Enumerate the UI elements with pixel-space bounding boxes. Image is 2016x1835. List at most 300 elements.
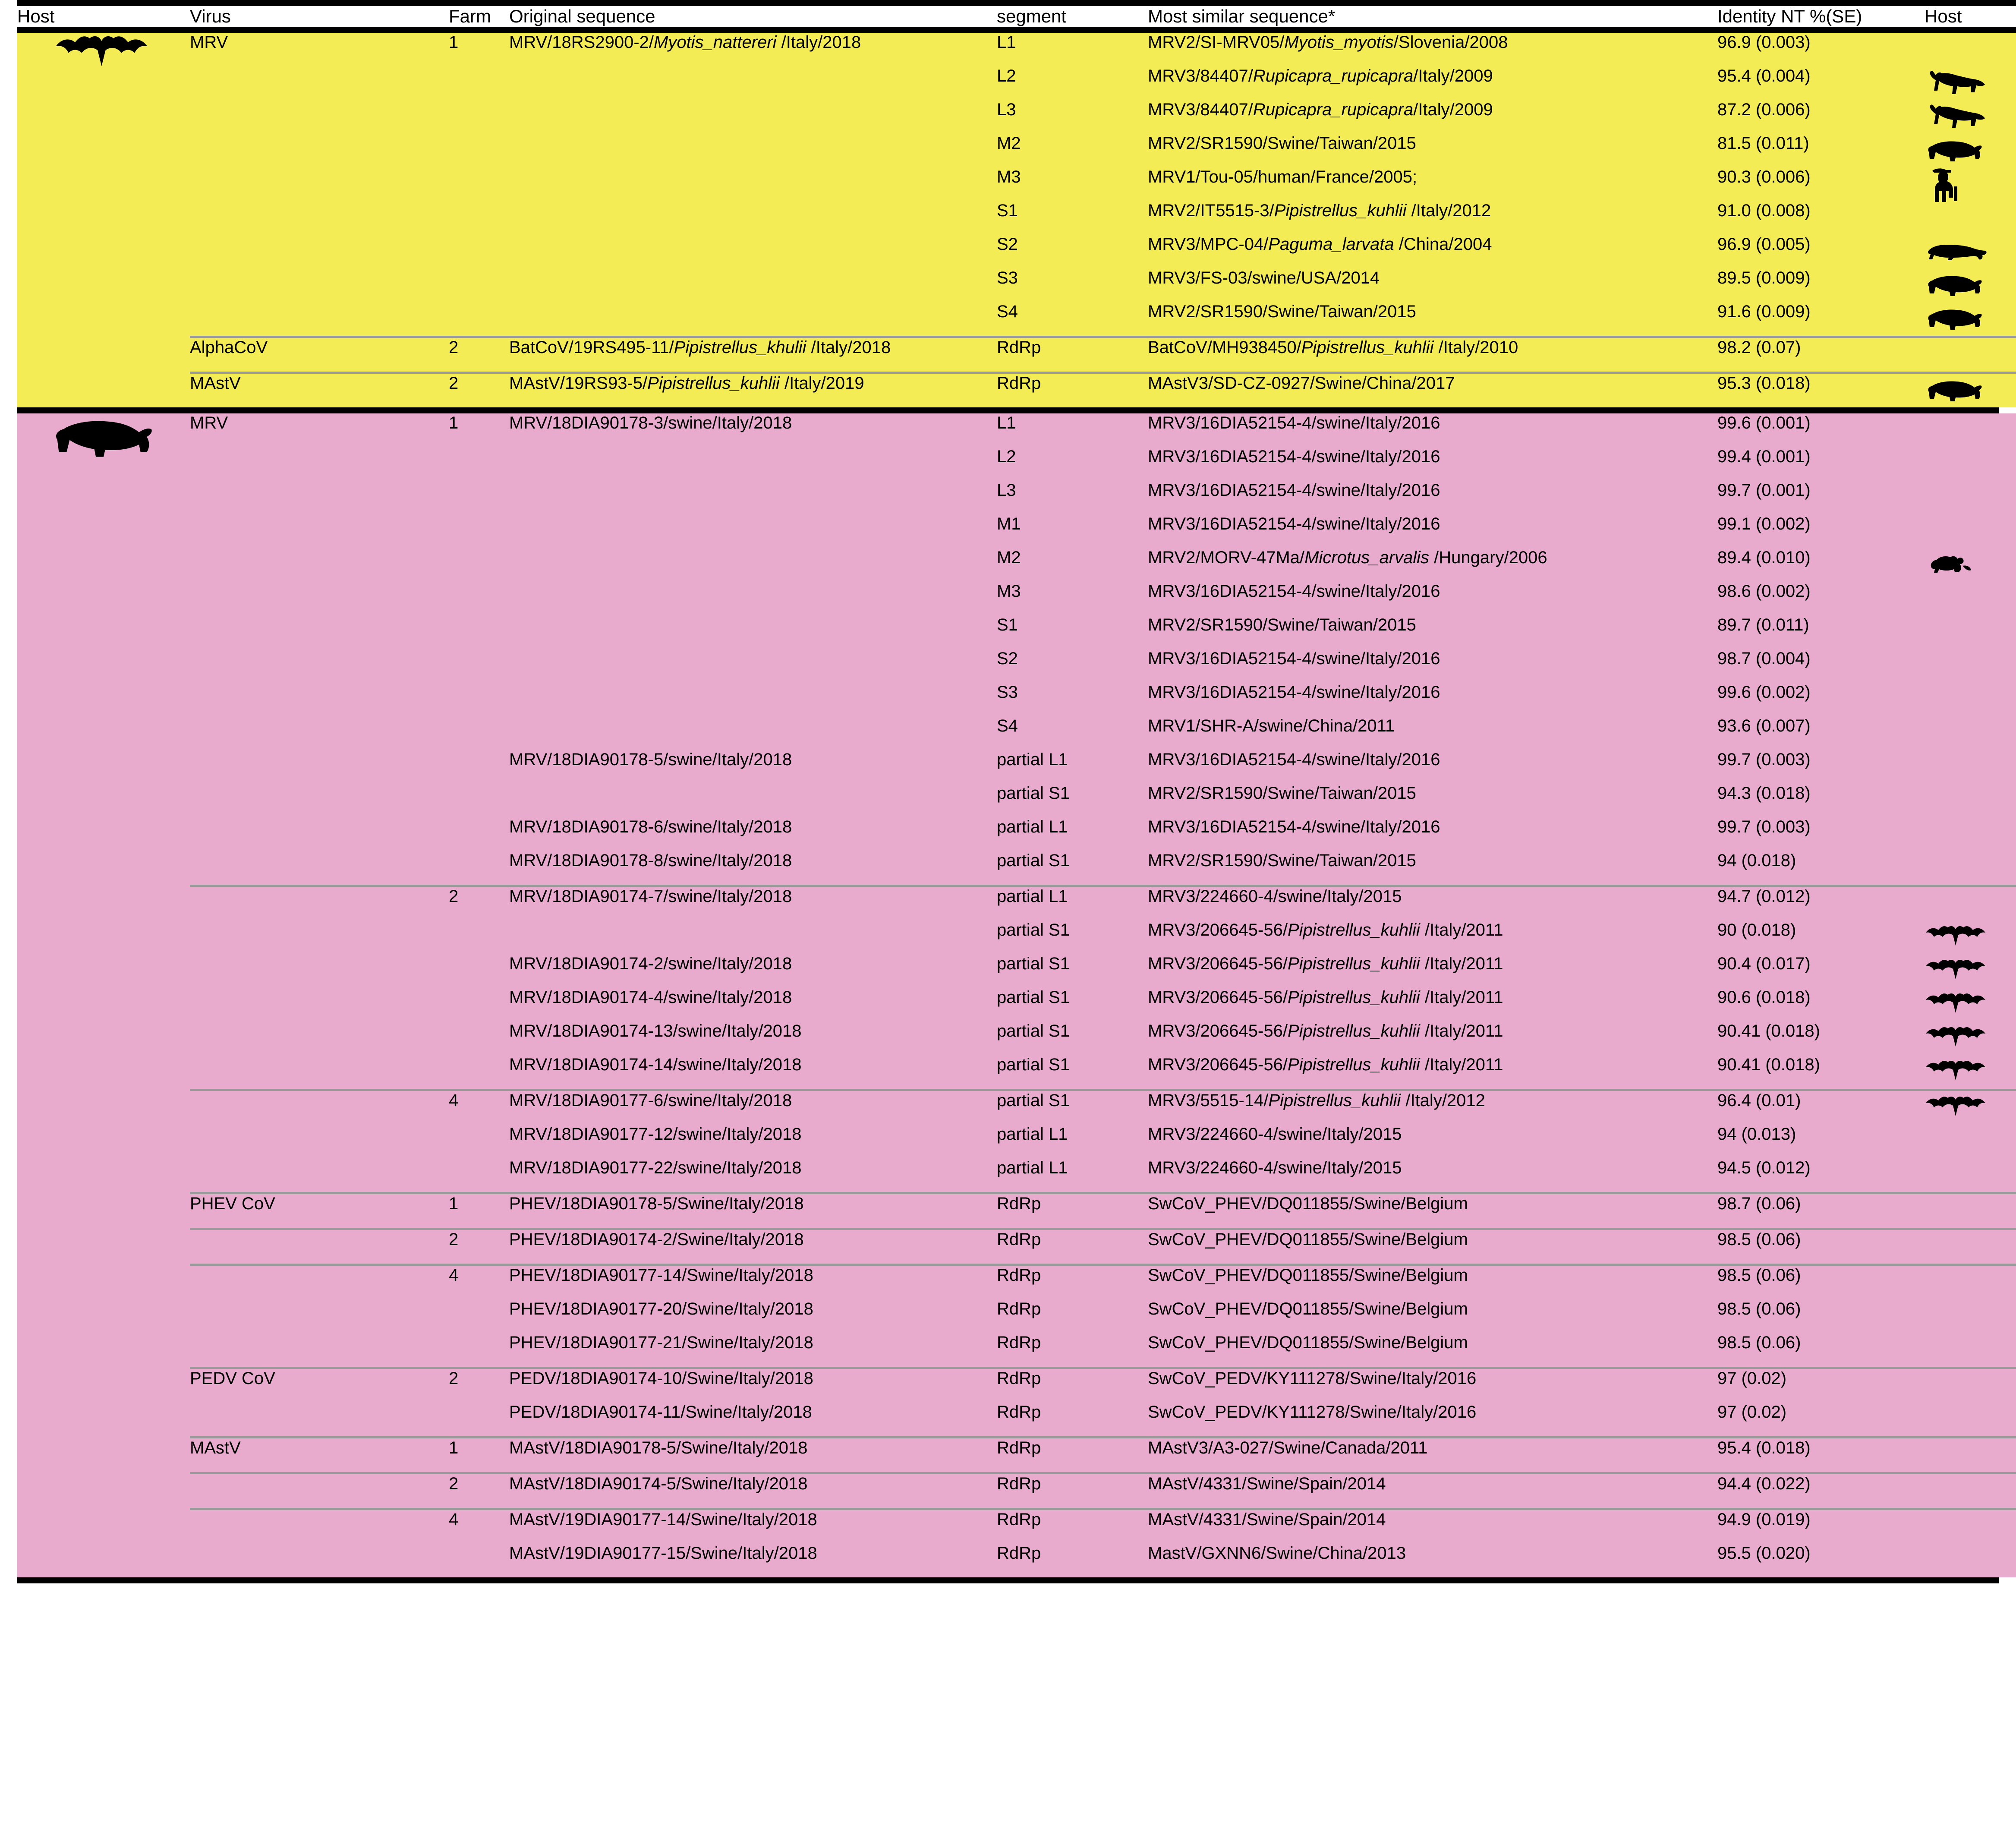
segment-cell	[997, 954, 1148, 988]
most-similar-sequence-cell	[1148, 1473, 1717, 1509]
table-row	[17, 1299, 2016, 1333]
host-icon-cell	[1925, 851, 2016, 886]
host-icon-cell	[1925, 582, 2016, 615]
segment-cell	[997, 1229, 1148, 1265]
original-sequence-label: BatCoV/19RS495-11/Pipistrellus_khulii /Italy/2018	[509, 338, 891, 357]
table-row	[17, 817, 2016, 851]
segment-cell	[997, 1265, 1148, 1300]
identity-cell	[1717, 988, 1925, 1022]
segment-label: M2	[997, 134, 1021, 153]
col-header-original-sequence: Original sequence	[509, 6, 997, 27]
pig-icon	[1925, 306, 1985, 332]
bat-icon	[1925, 1059, 1989, 1085]
col-header-host-right: Host	[1925, 6, 2016, 27]
most-similar-sequence-label: MAstV3/SD-CZ-0927/Swine/China/2017	[1148, 374, 1455, 393]
identity-value: 95.3 (0.018)	[1717, 374, 1811, 393]
original-sequence-cell	[509, 1125, 997, 1158]
virus-cell	[190, 1509, 449, 1544]
original-sequence-cell	[509, 886, 997, 955]
segment-label: RdRp	[997, 1299, 1041, 1318]
identity-cell	[1717, 582, 1925, 615]
identity-value: 99.6 (0.001)	[1717, 413, 1811, 432]
segment-label: RdRp	[997, 1266, 1041, 1285]
bat-icon	[1925, 924, 1989, 951]
table-row	[17, 33, 2016, 66]
host-icon-cell	[1925, 548, 2016, 582]
segment-cell	[997, 548, 1148, 582]
host-icon-cell	[1925, 1193, 2016, 1229]
farm-cell	[449, 337, 509, 373]
virus-cell	[190, 954, 449, 988]
bat-icon	[1925, 958, 1989, 984]
table-row	[17, 1544, 2016, 1577]
original-sequence-label: MRV/18DIA90174-13/swine/Italy/2018	[509, 1022, 802, 1040]
virus-cell	[190, 1403, 449, 1438]
most-similar-sequence-cell	[1148, 1438, 1717, 1473]
identity-cell	[1717, 481, 1925, 514]
most-similar-sequence-label: MRV2/IT5515-3/Pipistrellus_kuhlii /Italy/2012	[1148, 201, 1491, 220]
pig-icon	[17, 413, 190, 462]
original-sequence-cell	[509, 1299, 997, 1333]
table-row	[17, 1158, 2016, 1193]
segment-cell	[997, 1509, 1148, 1544]
original-sequence-cell	[509, 337, 997, 373]
virus-cell	[190, 337, 449, 373]
farm-cell	[449, 1158, 509, 1193]
host-icon-cell	[1925, 1403, 2016, 1438]
segment-label: M3	[997, 167, 1021, 186]
most-similar-sequence-cell	[1148, 649, 1717, 683]
most-similar-sequence-cell	[1148, 1333, 1717, 1368]
farm-number: 2	[449, 1474, 459, 1493]
farm-cell	[449, 1055, 509, 1090]
most-similar-sequence-cell	[1148, 373, 1717, 408]
segment-cell	[997, 1438, 1148, 1473]
most-similar-sequence-cell	[1148, 548, 1717, 582]
farm-number: 2	[449, 887, 459, 906]
identity-value: 94.7 (0.012)	[1717, 887, 1811, 906]
original-sequence-label: MRV/18DIA90174-4/swine/Italy/2018	[509, 988, 792, 1007]
virus-cell	[190, 373, 449, 408]
identity-value: 90.3 (0.006)	[1717, 167, 1811, 186]
most-similar-sequence-label: MRV3/206645-56/Pipistrellus_kuhlii /Italy/2011	[1148, 1055, 1503, 1074]
most-similar-sequence-label: MRV3/206645-56/Pipistrellus_kuhlii /Italy/2011	[1148, 954, 1503, 973]
original-sequence-label: PHEV/18DIA90177-21/Swine/Italy/2018	[509, 1333, 813, 1352]
table-row	[17, 1368, 2016, 1403]
identity-cell	[1717, 716, 1925, 750]
host-icon-cell	[1925, 1090, 2016, 1125]
segment-cell	[997, 447, 1148, 481]
identity-value: 97 (0.02)	[1717, 1369, 1787, 1388]
most-similar-sequence-label: MRV3/224660-4/swine/Italy/2015	[1148, 1125, 1402, 1144]
virus-cell	[190, 1158, 449, 1193]
segment-label: partial S1	[997, 921, 1070, 940]
identity-cell	[1717, 167, 1925, 201]
virus-cell	[190, 413, 449, 750]
original-sequence-cell	[509, 373, 997, 408]
virus-cell	[190, 1229, 449, 1265]
original-sequence-cell	[509, 1229, 997, 1265]
identity-value: 99.7 (0.003)	[1717, 817, 1811, 836]
host-icon-cell	[1925, 134, 2016, 167]
segment-label: S1	[997, 201, 1018, 220]
most-similar-sequence-label: BatCoV/MH938450/Pipistrellus_kuhlii /Italy/2010	[1148, 338, 1518, 357]
host-icon-cell	[1925, 1368, 2016, 1403]
identity-value: 96.9 (0.003)	[1717, 33, 1811, 52]
identity-cell	[1717, 1158, 1925, 1193]
host-icon-cell	[1925, 413, 2016, 447]
identity-cell	[1717, 750, 1925, 784]
identity-value: 96.9 (0.005)	[1717, 235, 1811, 254]
identity-cell	[1717, 1055, 1925, 1090]
original-sequence-label: PHEV/18DIA90177-20/Swine/Italy/2018	[509, 1299, 813, 1318]
farm-number: 1	[449, 1194, 459, 1213]
most-similar-sequence-label: MRV3/224660-4/swine/Italy/2015	[1148, 1158, 1402, 1177]
farm-cell	[449, 954, 509, 988]
segment-label: L3	[997, 100, 1016, 119]
most-similar-sequence-cell	[1148, 921, 1717, 954]
most-similar-sequence-cell	[1148, 1158, 1717, 1193]
identity-cell	[1717, 921, 1925, 954]
host-icon-cell	[1925, 1333, 2016, 1368]
most-similar-sequence-label: MRV3/5515-14/Pipistrellus_kuhlii /Italy/2012	[1148, 1091, 1485, 1110]
virus-cell	[190, 817, 449, 851]
section-rule	[17, 407, 1999, 413]
identity-value: 89.7 (0.011)	[1717, 615, 1809, 634]
identity-value: 98.5 (0.06)	[1717, 1266, 1801, 1285]
segment-cell	[997, 413, 1148, 447]
identity-value: 94 (0.013)	[1717, 1125, 1796, 1144]
segment-cell	[997, 373, 1148, 408]
segment-label: partial L1	[997, 887, 1068, 906]
farm-number: 4	[449, 1510, 459, 1529]
farm-cell	[449, 413, 509, 750]
most-similar-sequence-label: MRV3/224660-4/swine/Italy/2015	[1148, 887, 1402, 906]
most-similar-sequence-label: MRV3/MPC-04/Paguma_larvata /China/2004	[1148, 235, 1492, 254]
farm-cell	[449, 1125, 509, 1158]
col-header-virus: Virus	[190, 6, 449, 27]
identity-value: 98.6 (0.002)	[1717, 582, 1811, 601]
original-sequence-label: MAstV/19DIA90177-14/Swine/Italy/2018	[509, 1510, 817, 1529]
virus-label: PEDV CoV	[190, 1369, 275, 1388]
most-similar-sequence-cell	[1148, 1403, 1717, 1438]
identity-value: 98.5 (0.06)	[1717, 1333, 1801, 1352]
pig-icon	[1925, 137, 1985, 164]
original-sequence-label: PHEV/18DIA90178-5/Swine/Italy/2018	[509, 1194, 804, 1213]
farm-cell	[449, 1090, 509, 1125]
identity-cell	[1717, 954, 1925, 988]
vole-icon	[1925, 553, 1972, 577]
farm-cell	[449, 1265, 509, 1300]
farm-cell	[449, 988, 509, 1022]
virus-label: MRV	[190, 413, 228, 432]
host-icon-cell	[1925, 683, 2016, 716]
farm-number: 1	[449, 413, 459, 432]
segment-cell	[997, 481, 1148, 514]
host-icon-cell	[1925, 750, 2016, 784]
col-header-host-left: Host	[17, 6, 190, 27]
most-similar-sequence-cell	[1148, 1368, 1717, 1403]
original-sequence-cell	[509, 1544, 997, 1577]
host-icon-cell	[1925, 1055, 2016, 1090]
virus-cell	[190, 1544, 449, 1577]
most-similar-sequence-label: MRV3/16DIA52154-4/swine/Italy/2016	[1148, 481, 1440, 500]
bat-icon	[1925, 991, 1989, 1018]
segment-label: partial S1	[997, 1091, 1070, 1110]
most-similar-sequence-label: MRV2/SR1590/Swine/Taiwan/2015	[1148, 851, 1416, 870]
host-icon-cell	[1925, 100, 2016, 134]
most-similar-sequence-cell	[1148, 1229, 1717, 1265]
original-sequence-cell	[509, 33, 997, 337]
host-icon-cell	[1925, 1438, 2016, 1473]
virus-label: MAstV	[190, 374, 241, 393]
segment-cell	[997, 886, 1148, 921]
most-similar-sequence-label: MRV3/16DIA52154-4/swine/Italy/2016	[1148, 447, 1440, 466]
identity-value: 94.9 (0.019)	[1717, 1510, 1811, 1529]
identity-value: 94.4 (0.022)	[1717, 1474, 1811, 1493]
segment-cell	[997, 302, 1148, 337]
original-sequence-label: MRV/18DIA90174-2/swine/Italy/2018	[509, 954, 792, 973]
identity-value: 95.5 (0.020)	[1717, 1544, 1811, 1563]
virus-cell	[190, 988, 449, 1022]
original-sequence-cell	[509, 1368, 997, 1403]
col-header-identity: Identity NT %(SE)	[1717, 6, 1925, 27]
host-icon-cell	[1925, 481, 2016, 514]
identity-cell	[1717, 817, 1925, 851]
identity-value: 87.2 (0.006)	[1717, 100, 1811, 119]
most-similar-sequence-label: MRV3/16DIA52154-4/swine/Italy/2016	[1148, 514, 1440, 533]
most-similar-sequence-label: MastV/GXNN6/Swine/China/2013	[1148, 1544, 1406, 1563]
identity-value: 89.5 (0.009)	[1717, 268, 1811, 287]
identity-value: 98.7 (0.06)	[1717, 1194, 1801, 1213]
original-sequence-label: MRV/18DIA90178-6/swine/Italy/2018	[509, 817, 792, 836]
segment-cell	[997, 235, 1148, 268]
most-similar-sequence-cell	[1148, 66, 1717, 100]
farm-cell	[449, 817, 509, 851]
segment-label: partial L1	[997, 817, 1068, 836]
identity-cell	[1717, 447, 1925, 481]
original-sequence-label: MRV/18DIA90174-14/swine/Italy/2018	[509, 1055, 802, 1074]
identity-cell	[1717, 134, 1925, 167]
most-similar-sequence-cell	[1148, 1090, 1717, 1125]
host-icon-cell	[1925, 921, 2016, 954]
farm-cell	[449, 750, 509, 817]
identity-value: 99.1 (0.002)	[1717, 514, 1811, 533]
bottom-rule	[17, 1577, 1999, 1583]
most-similar-sequence-label: SwCoV_PHEV/DQ011855/Swine/Belgium	[1148, 1266, 1468, 1285]
segment-label: RdRp	[997, 374, 1041, 393]
original-sequence-label: MRV/18DIA90178-5/swine/Italy/2018	[509, 750, 792, 769]
host-icon-cell	[1925, 784, 2016, 817]
most-similar-sequence-label: MAstV/4331/Swine/Spain/2014	[1148, 1474, 1386, 1493]
farm-cell	[449, 1403, 509, 1438]
table-row	[17, 750, 2016, 784]
most-similar-sequence-cell	[1148, 615, 1717, 649]
identity-value: 98.2 (0.07)	[1717, 338, 1801, 357]
most-similar-sequence-label: MRV3/16DIA52154-4/swine/Italy/2016	[1148, 683, 1440, 702]
identity-value: 94.5 (0.012)	[1717, 1158, 1811, 1177]
identity-cell	[1717, 1125, 1925, 1158]
virus-label: MRV	[190, 33, 228, 52]
segment-label: partial S1	[997, 988, 1070, 1007]
segment-cell	[997, 1090, 1148, 1125]
segment-cell	[997, 134, 1148, 167]
virus-cell	[190, 1438, 449, 1473]
segment-label: L3	[997, 481, 1016, 500]
segment-label: partial S1	[997, 851, 1070, 870]
table-row	[17, 1125, 2016, 1158]
host-icon-cell	[1925, 268, 2016, 302]
segment-label: partial S1	[997, 1022, 1070, 1040]
segment-label: RdRp	[997, 1403, 1041, 1422]
identity-value: 94 (0.018)	[1717, 851, 1796, 870]
segment-label: M3	[997, 582, 1021, 601]
most-similar-sequence-label: MRV3/84407/Rupicapra_rupicapra/Italy/2009	[1148, 66, 1493, 85]
identity-cell	[1717, 201, 1925, 235]
segment-label: S4	[997, 302, 1018, 321]
most-similar-sequence-label: SwCoV_PHEV/DQ011855/Swine/Belgium	[1148, 1333, 1468, 1352]
segment-label: S3	[997, 268, 1018, 287]
virus-cell	[190, 1125, 449, 1158]
most-similar-sequence-label: MAstV/4331/Swine/Spain/2014	[1148, 1510, 1386, 1529]
top-rule	[17, 0, 2016, 6]
segment-cell	[997, 1125, 1148, 1158]
original-sequence-label: MRV/18DIA90178-8/swine/Italy/2018	[509, 851, 792, 870]
most-similar-sequence-cell	[1148, 683, 1717, 716]
identity-cell	[1717, 1473, 1925, 1509]
segment-cell	[997, 851, 1148, 886]
bat-icon	[17, 33, 190, 74]
farm-cell	[449, 851, 509, 886]
table-row	[17, 1403, 2016, 1438]
header-row	[17, 6, 2016, 27]
original-sequence-label: MAstV/19RS93-5/Pipistrellus_kuhlii /Italy/2019	[509, 374, 864, 393]
identity-value: 97 (0.02)	[1717, 1403, 1787, 1422]
table-row	[17, 1022, 2016, 1055]
most-similar-sequence-label: MRV3/FS-03/swine/USA/2014	[1148, 268, 1380, 287]
segment-cell	[997, 683, 1148, 716]
most-similar-sequence-label: MRV3/16DIA52154-4/swine/Italy/2016	[1148, 750, 1440, 769]
most-similar-sequence-cell	[1148, 886, 1717, 921]
identity-cell	[1717, 784, 1925, 817]
most-similar-sequence-label: MRV3/84407/Rupicapra_rupicapra/Italy/2009	[1148, 100, 1493, 119]
virus-cell	[190, 1090, 449, 1125]
virus-cell	[190, 1055, 449, 1090]
most-similar-sequence-cell	[1148, 582, 1717, 615]
original-sequence-cell	[509, 1473, 997, 1509]
identity-value: 90 (0.018)	[1717, 921, 1796, 940]
original-sequence-label: MAstV/19DIA90177-15/Swine/Italy/2018	[509, 1544, 817, 1563]
host-icon-cell	[1925, 514, 2016, 548]
most-similar-sequence-label: MRV1/SHR-A/swine/China/2011	[1148, 716, 1395, 735]
segment-label: L2	[997, 447, 1016, 466]
most-similar-sequence-cell	[1148, 954, 1717, 988]
original-sequence-cell	[509, 988, 997, 1022]
table-row	[17, 1229, 2016, 1265]
most-similar-sequence-cell	[1148, 481, 1717, 514]
col-header-most-similar-sequence: Most similar sequence*	[1148, 6, 1717, 27]
human-icon	[1925, 165, 1963, 204]
table-row	[17, 1473, 2016, 1509]
segment-label: M2	[997, 548, 1021, 567]
original-sequence-cell	[509, 851, 997, 886]
pig-icon	[1925, 272, 1985, 299]
segment-label: RdRp	[997, 1194, 1041, 1213]
segment-cell	[997, 750, 1148, 784]
host-icon-cell	[1925, 1229, 2016, 1265]
most-similar-sequence-cell	[1148, 268, 1717, 302]
most-similar-sequence-label: SwCoV_PHEV/DQ011855/Swine/Belgium	[1148, 1194, 1468, 1213]
most-similar-sequence-cell	[1148, 784, 1717, 817]
most-similar-sequence-label: MRV3/16DIA52154-4/swine/Italy/2016	[1148, 649, 1440, 668]
most-similar-sequence-label: MRV3/16DIA52154-4/swine/Italy/2016	[1148, 817, 1440, 836]
identity-cell	[1717, 413, 1925, 447]
most-similar-sequence-cell	[1148, 716, 1717, 750]
host-icon-cell	[1925, 1022, 2016, 1055]
farm-cell	[449, 1544, 509, 1577]
segment-cell	[997, 33, 1148, 66]
segment-cell	[997, 817, 1148, 851]
identity-value: 99.6 (0.002)	[1717, 683, 1811, 702]
original-sequence-label: MAstV/18DIA90178-5/Swine/Italy/2018	[509, 1438, 808, 1457]
most-similar-sequence-cell	[1148, 1055, 1717, 1090]
most-similar-sequence-label: MRV2/SR1590/Swine/Taiwan/2015	[1148, 302, 1416, 321]
most-similar-sequence-cell	[1148, 1509, 1717, 1544]
table-row	[17, 337, 2016, 373]
most-similar-sequence-cell	[1148, 201, 1717, 235]
table-row	[17, 1333, 2016, 1368]
segment-label: partial L1	[997, 1158, 1068, 1177]
farm-number: 1	[449, 33, 459, 52]
host-icon-cell	[1925, 1299, 2016, 1333]
identity-cell	[1717, 1229, 1925, 1265]
table-row	[17, 886, 2016, 921]
original-sequence-label: MRV/18DIA90177-6/swine/Italy/2018	[509, 1091, 792, 1110]
most-similar-sequence-cell	[1148, 33, 1717, 66]
identity-value: 90.6 (0.018)	[1717, 988, 1811, 1007]
identity-value: 91.6 (0.009)	[1717, 302, 1811, 321]
host-icon-cell	[1925, 302, 2016, 337]
table-row	[17, 954, 2016, 988]
section-bat	[17, 33, 2016, 407]
identity-cell	[1717, 235, 1925, 268]
virus-label: PHEV CoV	[190, 1194, 275, 1213]
segment-cell	[997, 1158, 1148, 1193]
host-icon-cell	[1925, 649, 2016, 683]
section-swine	[17, 413, 2016, 1577]
table-row	[17, 1265, 2016, 1300]
farm-cell	[449, 1229, 509, 1265]
segment-label: S1	[997, 615, 1018, 634]
virus-cell	[190, 1193, 449, 1229]
host-icon-cell	[1925, 235, 2016, 268]
segment-label: S4	[997, 716, 1018, 735]
segment-cell	[997, 1193, 1148, 1229]
segment-label: RdRp	[997, 1474, 1041, 1493]
segment-label: RdRp	[997, 1510, 1041, 1529]
original-sequence-cell	[509, 1403, 997, 1438]
host-icon-cell	[1925, 1509, 2016, 1544]
identity-cell	[1717, 886, 1925, 921]
most-similar-sequence-label: MRV3/206645-56/Pipistrellus_kuhlii /Italy/2011	[1148, 921, 1503, 940]
original-sequence-cell	[509, 1090, 997, 1125]
table-row	[17, 1055, 2016, 1090]
identity-cell	[1717, 1333, 1925, 1368]
virus-cell	[190, 33, 449, 337]
segment-label: partial S1	[997, 1055, 1070, 1074]
segment-label: partial L1	[997, 750, 1068, 769]
virus-label: MAstV	[190, 1438, 241, 1457]
